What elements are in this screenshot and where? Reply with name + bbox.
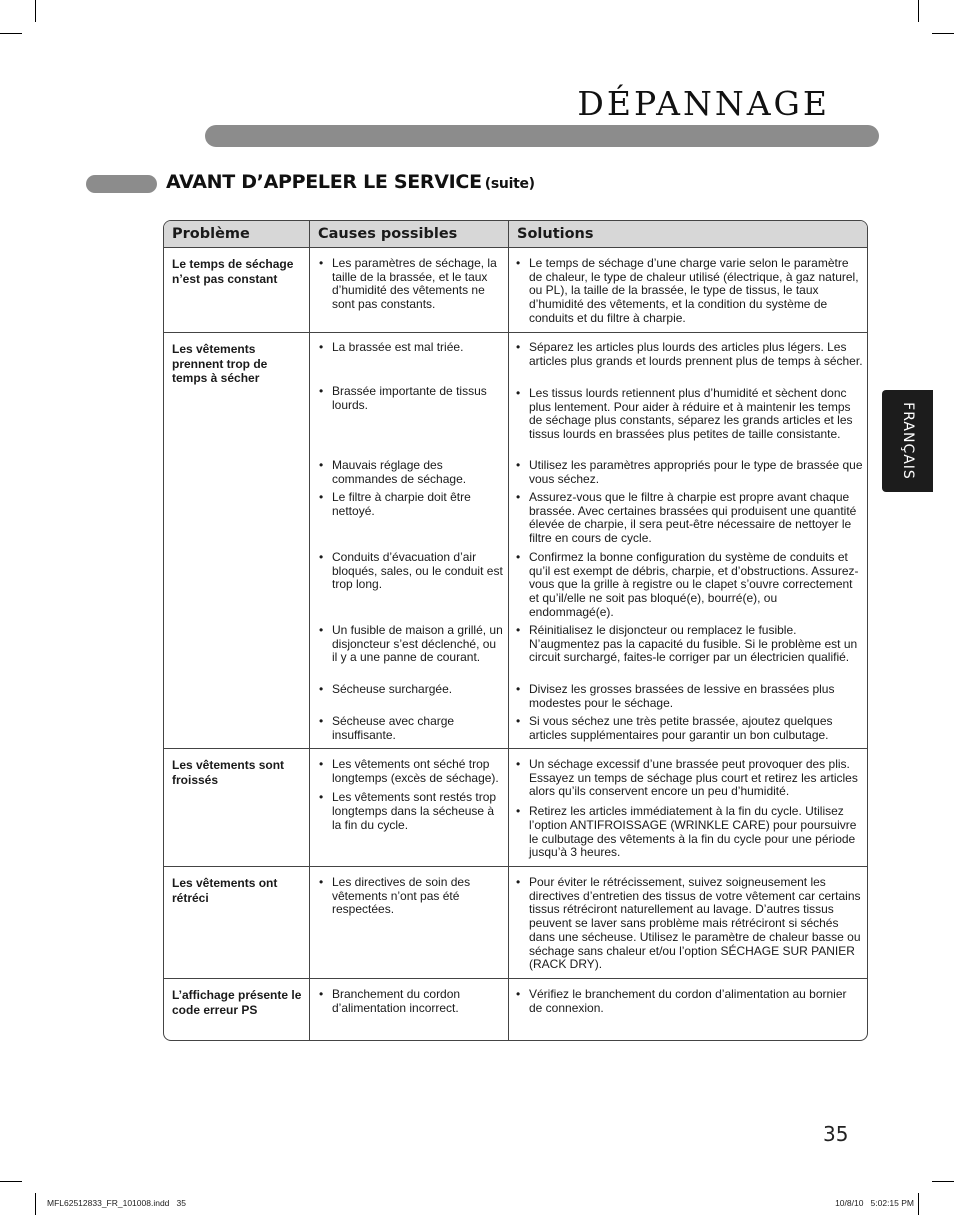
solution-item: • Retirez les articles immédiatement à la fin du cycle. Utilisez l’option ANTIFROISSAGE (WRINKLE CARE) pour poursuivre le culbutage des vêtements à la fin du cycle pour une période jusqu’à 3 heures. xyxy=(516,804,857,860)
causes-cell xyxy=(310,979,509,1040)
problem-cell: L’affichage présente le code erreur PS xyxy=(164,979,310,1040)
header-causes: Causes possibles xyxy=(310,221,509,247)
problem-cell: Le temps de séchage n’est pas constant xyxy=(164,248,310,332)
page-title: DÉPANNAGE xyxy=(577,84,830,123)
cause-item: • Les paramètres de séchage, la taille de la brassée, et le taux d’humidité des vêtements ne sont pas constants. xyxy=(319,256,497,312)
crop-mark xyxy=(0,1181,22,1182)
troubleshooting-table xyxy=(163,220,868,1041)
table-row xyxy=(164,248,867,333)
table-row xyxy=(164,979,867,1040)
solutions-cell xyxy=(509,979,867,1040)
causes-cell xyxy=(310,867,509,978)
crop-mark xyxy=(932,33,954,34)
causes-cell xyxy=(310,749,509,866)
crop-mark xyxy=(932,1181,954,1182)
section-title xyxy=(166,171,535,193)
crop-mark xyxy=(918,0,919,22)
table-header xyxy=(164,221,867,248)
solution-item: • Réinitialisez le disjoncteur ou remplacez le fusible. N’augmentez pas la capacité du fusible. Si le problème est un circuit surchargé, faites-le corriger par un électricien qualifié. xyxy=(516,623,858,665)
solution-item: • Pour éviter le rétrécissement, suivez soigneusement les directives d’entretien des tissus de votre vêtement car certains tissus rétréciront naturellement au lavage. D’autres tissus peuvent se laver sans problème mais rétréciront si séchés dans une sécheuse. Utilisez le paramètre de chaleur basse ou séchage sans chaleur et/ou l’option SÉCHAGE SUR PANIER (RACK DRY). xyxy=(516,875,861,972)
cause-item: • Le filtre à charpie doit être nettoyé. xyxy=(319,490,471,518)
table-row xyxy=(164,867,867,979)
solutions-cell xyxy=(509,749,867,866)
cause-item: • Les directives de soin des vêtements n’ont pas été respectées. xyxy=(319,875,471,917)
crop-mark xyxy=(0,33,22,34)
cause-item: • Sécheuse surchargée. xyxy=(319,682,453,696)
page-number: 35 xyxy=(823,1122,849,1146)
header-solutions: Solutions xyxy=(517,226,594,242)
solutions-cell xyxy=(509,867,867,978)
solution-item: • Divisez les grosses brassées de lessive en brassées plus modestes pour le séchage. xyxy=(516,682,835,710)
cause-item: • Conduits d’évacuation d’air bloqués, sales, ou le conduit est trop long. xyxy=(319,550,503,592)
crop-mark xyxy=(918,1193,919,1215)
section-pill xyxy=(86,175,157,193)
cause-item: • Branchement du cordon d’alimentation incorrect. xyxy=(319,987,461,1015)
solution-item: • Assurez-vous que le filtre à charpie est propre avant chaque brassée. Avec certaines brassées qui produisent une quantité élevée de charpie, il sera peut-être nécessaire de nettoyer le filtre en cours de cycle. xyxy=(516,490,857,546)
solution-item: • Le temps de séchage d’une charge varie selon le paramètre de chaleur, le type de chaleur utilisé (électrique, à gaz naturel, ou PL), la taille de la brassée, le type de tissus, le taux d’humidité des vêtements, et la condition du système de conduits et du filtre à charpie. xyxy=(516,256,859,325)
cause-item: • Mauvais réglage des commandes de séchage. xyxy=(319,458,467,486)
cause-item: • Les vêtements ont séché trop longtemps (excès de séchage). xyxy=(319,757,499,785)
title-bar xyxy=(205,125,879,147)
solutions-cell xyxy=(509,248,867,332)
cause-item: • Les vêtements sont restés trop longtemps dans la sécheuse à la fin du cycle. xyxy=(319,790,497,832)
problem-cell: Les vêtements prennent trop de temps à sécher xyxy=(164,333,310,748)
solutions-cell xyxy=(509,333,867,748)
cause-item: • La brassée est mal triée. xyxy=(319,340,464,354)
solution-item: • Un séchage excessif d’une brassée peut provoquer des plis. Essayez un temps de séchage plus court et retirez les articles alors qu’ils conservent encore un peu d’humidité. xyxy=(516,757,858,799)
cause-item: • Brassée importante de tissus lourds. xyxy=(319,384,487,412)
language-tab xyxy=(882,390,933,492)
footer-file-info: MFL62512833_FR_101008.indd 35 xyxy=(47,1198,186,1208)
cause-item: • Un fusible de maison a grillé, un disjoncteur s’est déclenché, ou il y a une panne de courant. xyxy=(319,623,503,665)
cause-item: • Sécheuse avec charge insuffisante. xyxy=(319,714,455,742)
table-row xyxy=(164,333,867,749)
section-title-suffix: (suite) xyxy=(484,176,535,192)
solution-item: • Confirmez la bonne configuration du système de conduits et qu’il est exempt de débris, charpie, et d’obstructions. Assurez-vous que la grille à registre ou le clapet s’ouvre correctement et qu’il/elle ne soit pas bloqué(e), bourré(e), ou endommagé(e). xyxy=(516,550,859,619)
solution-item: • Séparez les articles plus lourds des articles plus légers. Les articles plus grands et lourds prennent plus de temps à sécher. xyxy=(516,340,863,368)
section-title-text: AVANT D’APPELER LE SERVICE xyxy=(166,171,482,193)
causes-cell xyxy=(310,248,509,332)
footer-timestamp: 10/8/10 5:02:15 PM xyxy=(835,1198,914,1208)
problem-cell: Les vêtements sont froissés xyxy=(164,749,310,866)
problem-cell: Les vêtements ont rétréci xyxy=(164,867,310,978)
causes-cell xyxy=(310,333,509,748)
header-problem: Problème xyxy=(164,221,310,247)
solution-item: • Si vous séchez une très petite brassée, ajoutez quelques articles supplémentaires pour garantir un bon culbutage. xyxy=(516,714,833,742)
language-tab-label: FRANÇAIS xyxy=(899,402,916,480)
solution-item: • Les tissus lourds retiennent plus d’humidité et sèchent donc plus lentement. Pour aider à réduire et à maintenir les temps de séchage plus constants, séparez les grands articles et les tissus lourds en brassées plus petites de taille consistante. xyxy=(516,386,853,442)
crop-mark xyxy=(35,1193,36,1215)
table-row xyxy=(164,749,867,867)
solution-item: • Utilisez les paramètres appropriés pour le type de brassée que vous séchez. xyxy=(516,458,863,486)
crop-mark xyxy=(35,0,36,22)
solution-item: • Vérifiez le branchement du cordon d’alimentation au bornier de connexion. xyxy=(516,987,847,1015)
